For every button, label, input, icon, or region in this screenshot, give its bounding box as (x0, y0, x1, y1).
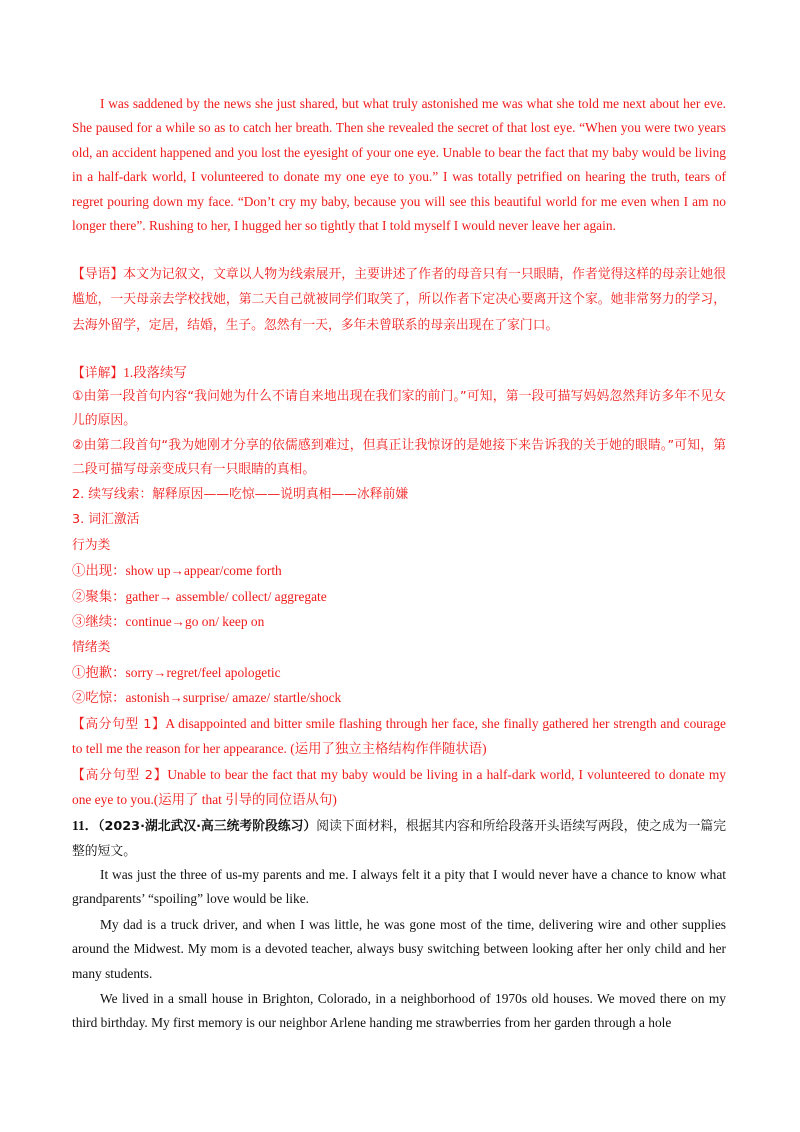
detail-item-2: ②由第二段首句“我为她刚才分享的依儒感到难过，但真正让我惊讶的是她接下来告诉我的关于她的眼睛。”可知，第二段可描写母亲变成只有一只眼睛的真相。 (72, 438, 726, 478)
high-score-sentence-1 (72, 712, 726, 762)
question-source: （2023·湖北武汉·高三统考阶段练习） (98, 819, 317, 834)
action-category: 行为类 (72, 538, 111, 553)
question-instruction: 阅读下面材料，根据其内容和所给段落开头语续写两段，使之成为一篇完整的短文。 (72, 819, 726, 860)
detail-item-1: ①由第一段首句内容“我问她为什么不请自来地出现在我们家的前门。”可知，第一段可描写妈妈忽然拜访多年不见女儿的原因。 (72, 389, 726, 429)
guide-paragraph (72, 262, 726, 338)
passage-paragraph: I was saddened by the news she just shared, but what truly astonished me was what she told me next about her eve. She paused for a while so as to catch her breath. Then she revealed the secret of that lost eye. “When you were two years old, an accident happened and you lost the eyesight of your one eye. Unable to bear the fact that my baby would be living in a half-dark world, I volunteered to donate my one eye to you.” I was totally petrified on hearing the truth, tears of regret pouring down my face. “Don’t cry my baby, because you will see this beautiful world for me even when I am no longer there”. Rushing to her, I hugged her so tightly that I told myself I would never leave her again. (72, 96, 726, 234)
vocab-item: ②吃惊：astonish→surprise/ amaze/ startle/shock (72, 690, 342, 705)
detail-heading (72, 361, 187, 386)
detail-heading-text: 1.段落续写 (123, 365, 187, 380)
question-number: 11． (72, 818, 99, 833)
sentence-label: 【高分句型 1】 (72, 717, 166, 732)
vocab-item: ①抱歉：sorry→regret/feel apologetic (72, 665, 281, 680)
sentence-text: Unable to bear the fact that my baby would be living in a half-dark world, I volunteered to donate my one eye to you.(运用了 that 引导的同位语从句) (72, 767, 726, 808)
vocab-heading: 3. 词汇激活 (72, 512, 140, 527)
sentence-label: 【高分句型 2】 (72, 768, 168, 783)
story-paragraph: My dad is a truck driver, and when I was little, he was gone most of the time, delivering wire and other supplies around the Midwest. My mom is a devoted teacher, always busy switching between looking after her only child and her many students. (72, 917, 726, 981)
question-11 (72, 814, 726, 865)
guide-text: 本文为记叙文，文章以人物为线索展开，主要讲述了作者的母音只有一只眼睛，作者觉得这样的母亲让她很尴尬，一天母亲去学校找她，第二天自己就被同学们取笑了，所以作者下定决心要离开这个家。她非常努力的学习，去海外留学，定居，结婚，生子。忽然有一天，多年未曾联系的母亲出现在了家门口。 (72, 267, 727, 333)
guide-label: 【导语】 (72, 267, 124, 282)
detail-label: 【详解】 (72, 366, 124, 381)
vocab-item: ③继续：continue→go on/ keep on (72, 614, 265, 629)
high-score-sentence-2 (72, 763, 726, 813)
emotion-category: 情绪类 (72, 640, 111, 655)
vocab-item: ②聚集：gather→ assemble/ collect/ aggregate (72, 589, 327, 604)
story-paragraph: It was just the three of us-my parents and me. I always felt it a pity that I would never have a chance to know what grandparents’ “spoiling” love would be like. (72, 867, 726, 907)
story-paragraph: We lived in a small house in Brighton, Colorado, in a neighborhood of 1970s old houses. We moved there on my third birthday. My first memory is our neighbor Arlene handing me strawberries from her garden through a hole (72, 991, 726, 1031)
writing-clues: 2. 续写线索：解释原因——吃惊——说明真相——冰释前嫌 (72, 487, 409, 502)
vocab-item: ①出现：show up→appear/come forth (72, 563, 282, 578)
sentence-text: A disappointed and bitter smile flashing through her face, she finally gathered her strength and courage to tell me the reason for her appearance. (运用了独立主格结构作伴随状语) (72, 716, 726, 757)
